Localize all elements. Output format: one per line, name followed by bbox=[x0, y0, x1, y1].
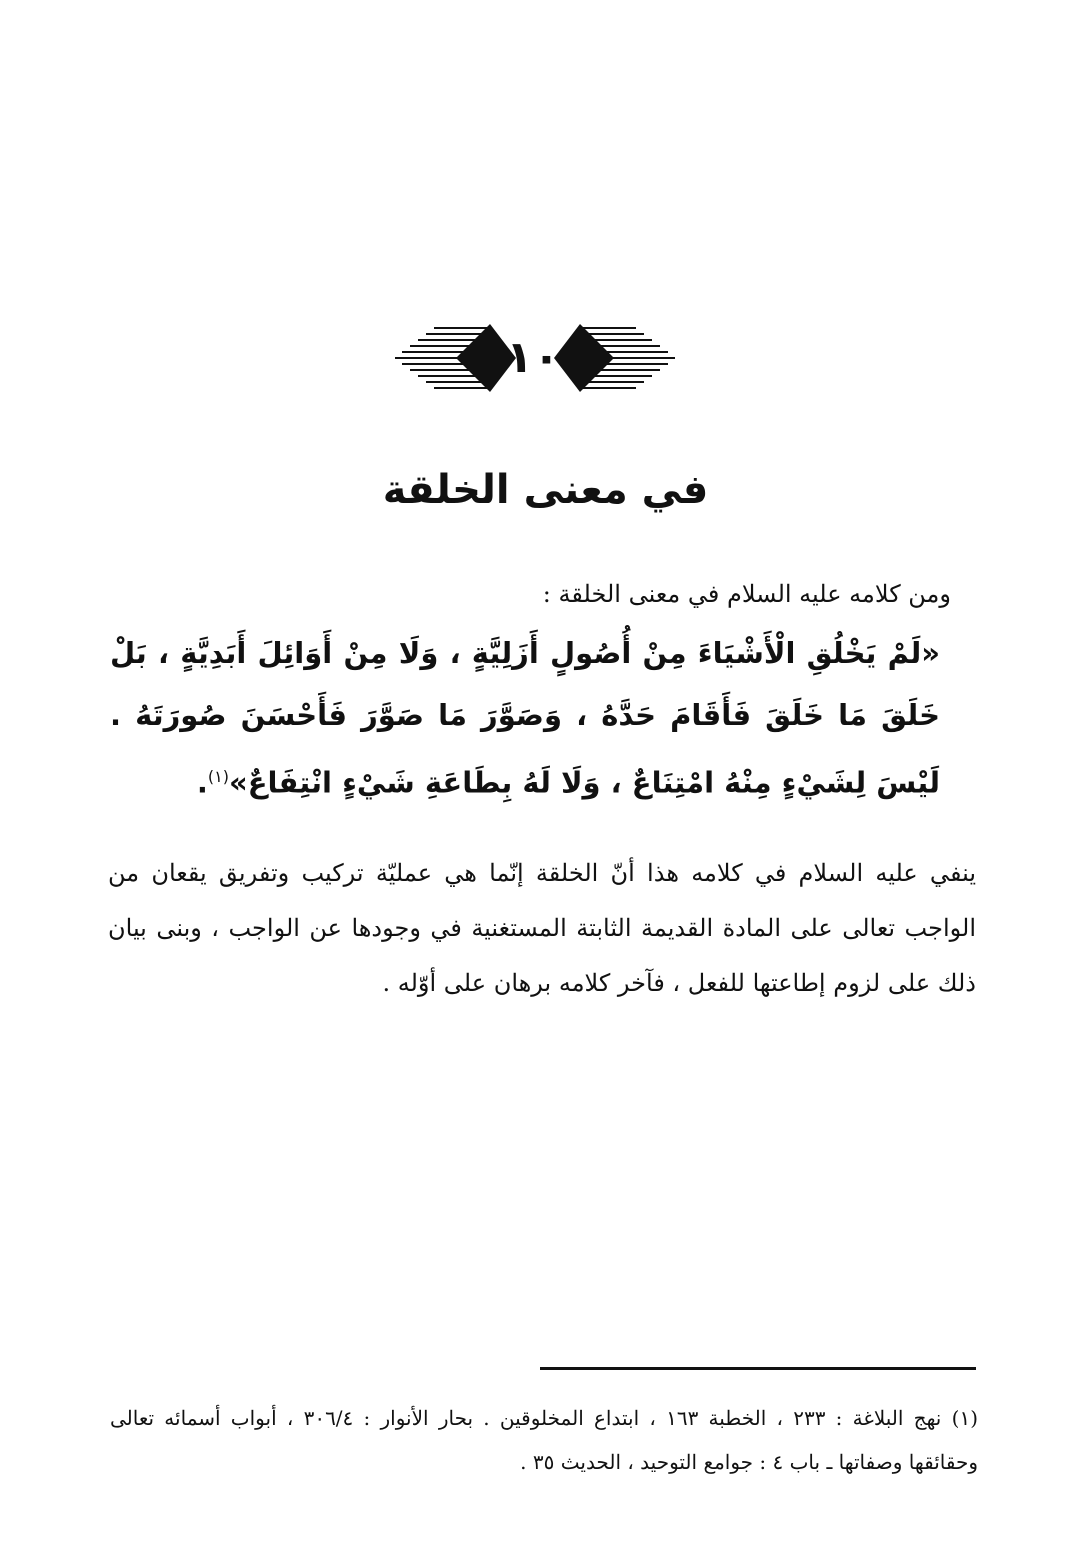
quote-end: . bbox=[196, 765, 208, 800]
intro-line: ومن كلامه عليه السلام في معنى الخلقة : bbox=[542, 580, 951, 608]
footnote bbox=[110, 1396, 978, 1484]
footnote-separator bbox=[540, 1367, 976, 1370]
quote-text: «لَمْ يَخْلُقِ الْأَشْيَاءَ مِنْ أُصُولٍ أَزَلِيَّةٍ ، وَلَا مِنْ أَوَائِلَ أَبَدِيَّةٍ ، بَلْ خَلَقَ مَا خَلَقَ فَأَقَامَ حَدَّهُ ، وَصَوَّرَ مَا صَوَّرَ فَأَحْسَنَ صُورَتَهُ . لَيْسَ لِشَيْءٍ مِنْهُ امْتِنَاعٌ ، وَلَا لَهُ بِطَاعَةِ شَيْءٍ انْتِفَاعٌ» bbox=[110, 636, 940, 800]
commentary-paragraph: ينفي عليه السلام في كلامه هذا أنّ الخلقة إنّما هي عمليّة تركيب وتفريق يقعان من الواجب تعالى على المادة القديمة الثابتة المستغنية في وجودها عن الواجب ، وبنى بيان ذلك على لزوم إطاعتها للفعل ، فآخر كلامه برهان على أوّله . bbox=[108, 859, 977, 997]
chapter-number: ١٠ bbox=[506, 332, 560, 383]
footnote-marker: (١) bbox=[951, 1406, 979, 1430]
chapter-title: في معنى الخلقة bbox=[382, 467, 709, 513]
footnote-text: نهج البلاغة : ٢٣٣ ، الخطبة ١٦٣ ، ابتداع المخلوقين . بحار الأنوار : ٣٠٦/٤ ، أبواب أسمائه تعالى وحقائقها وصفاتها ـ باب ٤ : جوامع التوحيد ، الحديث ٣٥ . bbox=[110, 1406, 978, 1474]
footnote-reference[interactable]: (١) bbox=[207, 767, 229, 786]
quoted-saying bbox=[110, 622, 940, 814]
